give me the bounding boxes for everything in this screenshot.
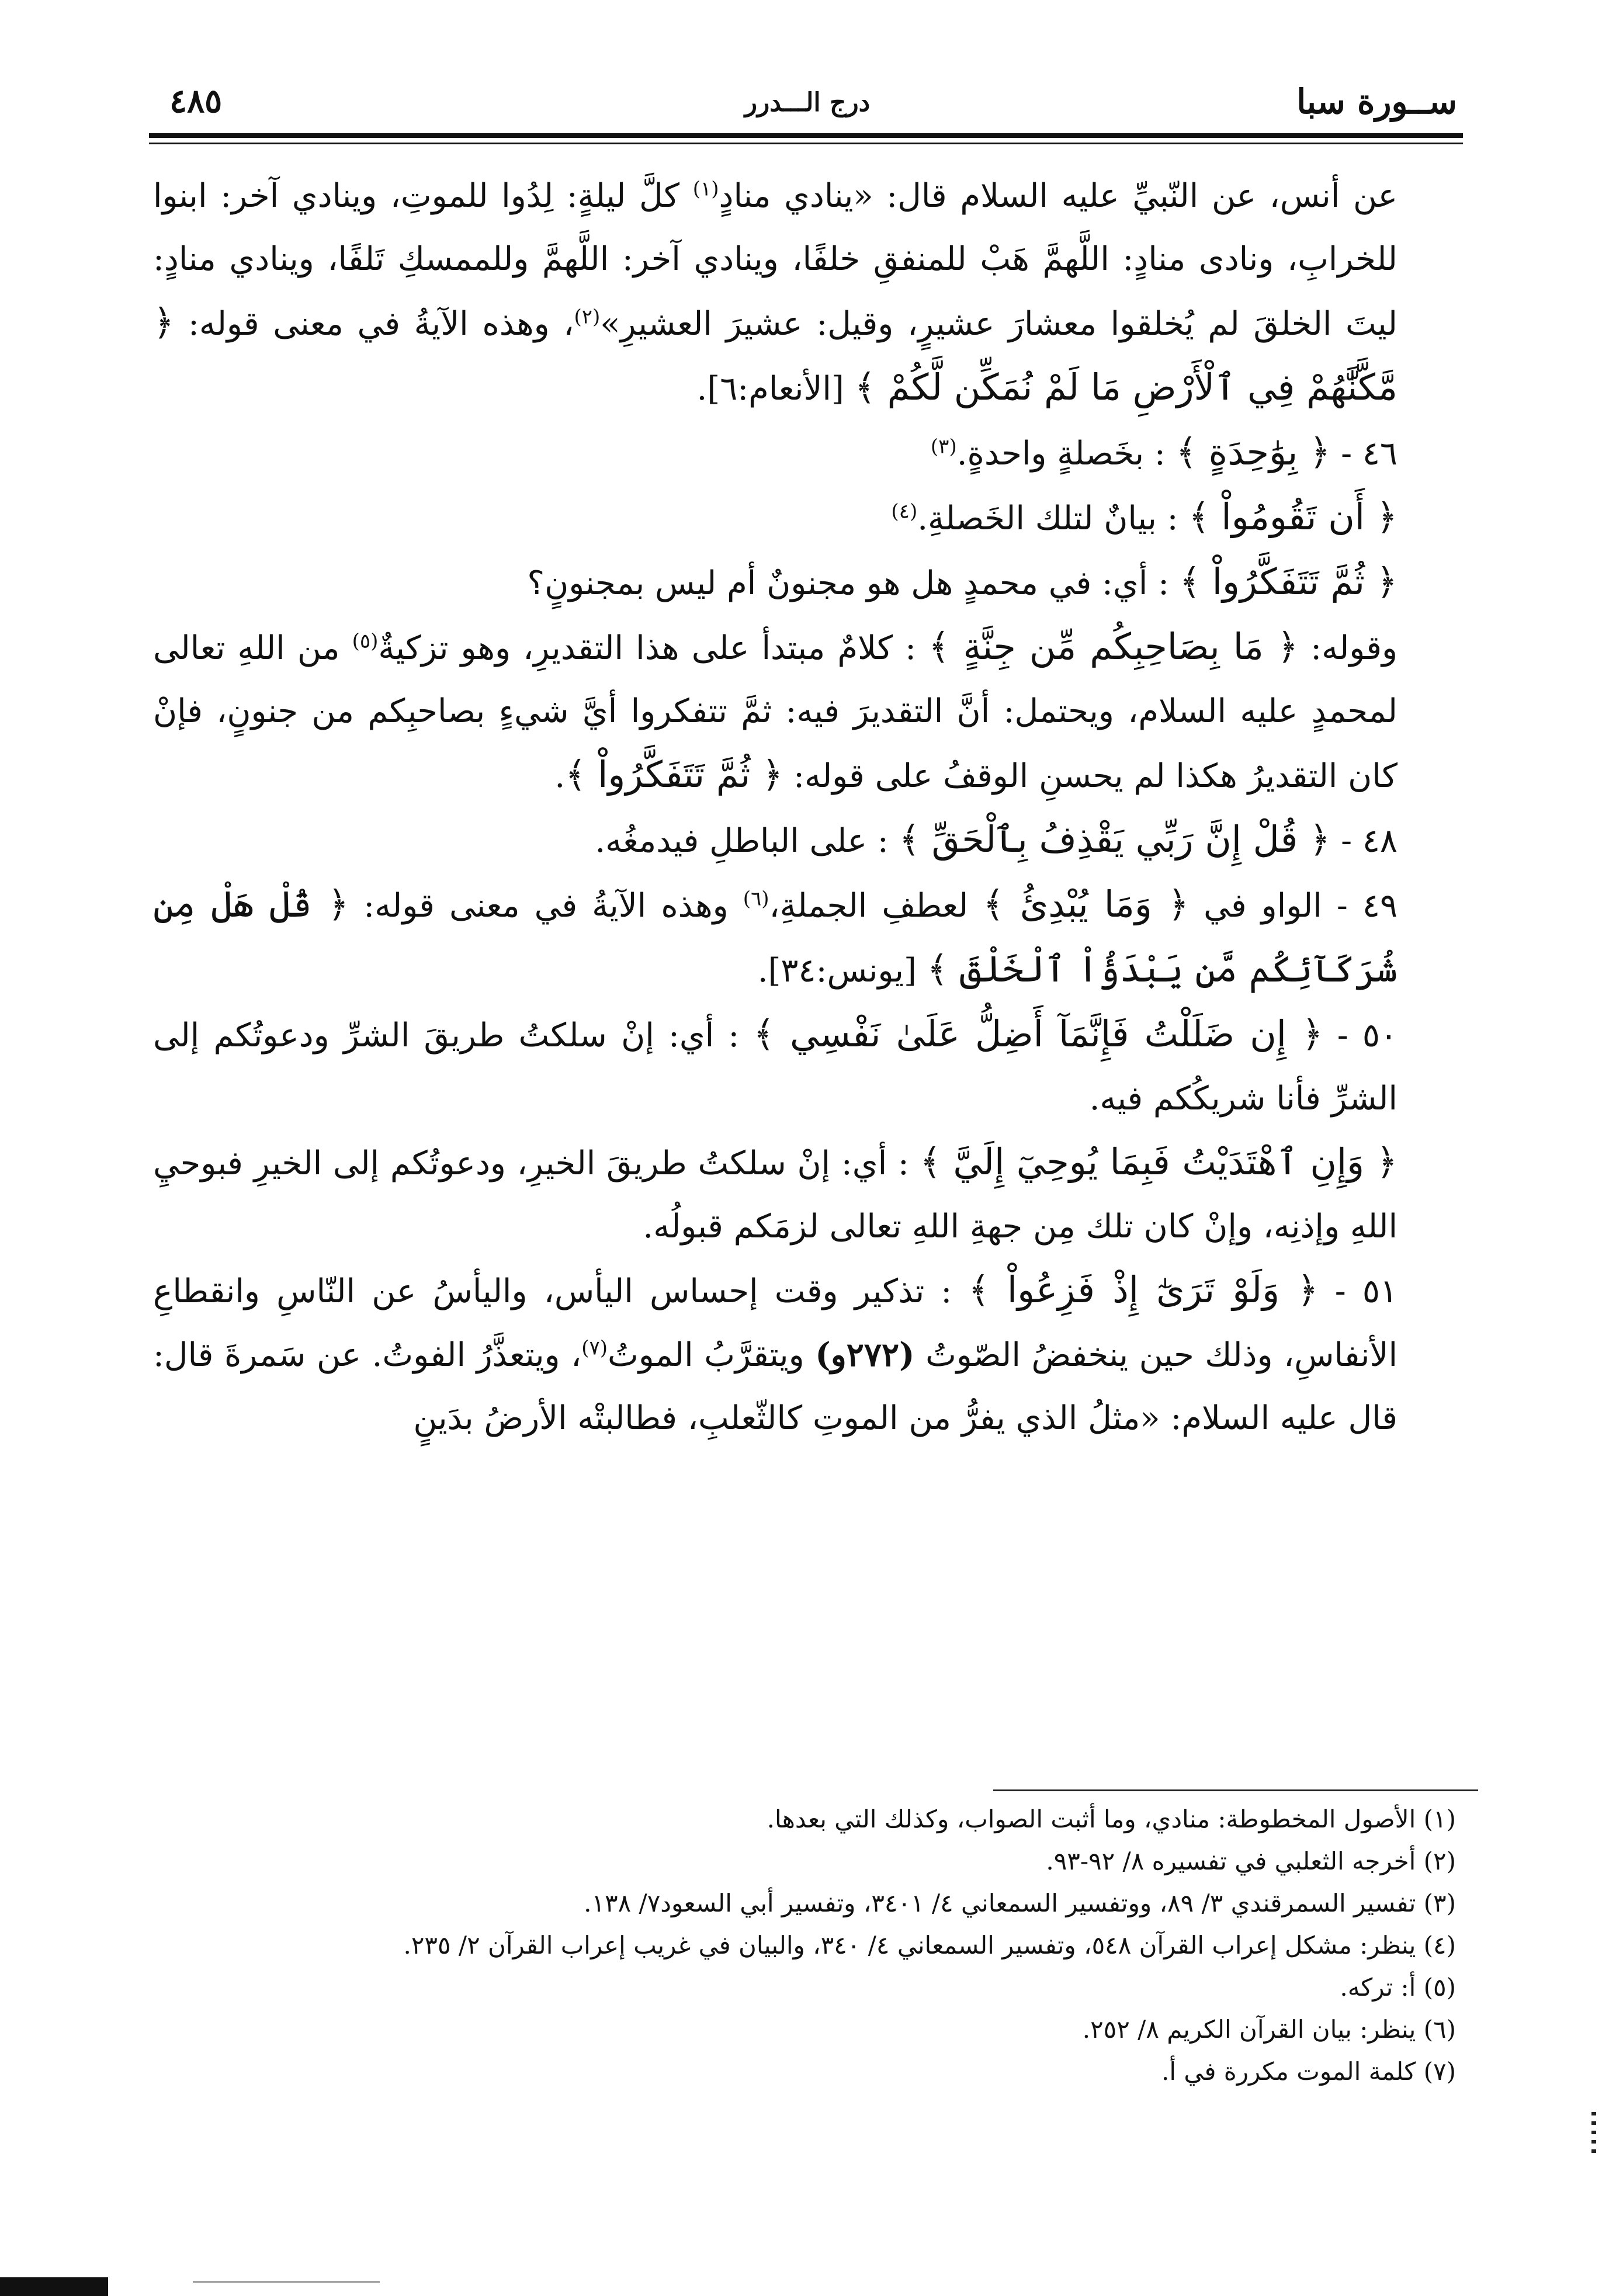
footnote-ref: (٧) [581, 1336, 608, 1360]
quran-quote: ﴿ ثُمَّ تَتَفَكَّرُواْ ﴾ [1179, 560, 1398, 603]
footnote-ref: (١) [692, 177, 719, 201]
footnote-ref: (٥) [352, 629, 379, 653]
footnote-ref: (٢) [574, 305, 601, 329]
verse-number: ٤٦ - [1330, 435, 1398, 473]
line-an-taqumu: ﴿ أَن تَقُومُواْ ﴾ : بيانٌ لتلك الخَصلةِ.$^{(٤)}$ [891, 495, 1398, 538]
footnote-5: (٥) أ: تركه. [1340, 1973, 1456, 2002]
verse-46: ٤٦ - ﴿ بِوَٰحِدَةٍ ﴾ : بخَصلةٍ واحدةٍ.$^{(٣)}$ [930, 431, 1398, 473]
quran-quote: ﴿ وَمَا يُبْدِئُ ﴾ [983, 883, 1190, 925]
main-text [153, 165, 1456, 1450]
scan-dash-mark [193, 2281, 380, 2283]
verse-48: ٤٨ - ﴿ قُلْ إِنَّ رَبِّي يَقْذِفُ بِٱلْحَقِّ ﴾ : على الباطلِ فيدمغُه. [595, 818, 1398, 861]
quran-quote: ﴿ قُلْ هَلْ مِن شُرَكَآئِكُم مَّن يَبْدَؤُاْ ٱلْخَلْقَ ﴾ [153, 883, 1398, 990]
page-number: ٤٨٥ [169, 82, 223, 120]
quran-quote: ﴿ أَن تَقُومُواْ ﴾ [1188, 495, 1398, 538]
running-header [158, 82, 1457, 134]
footnote-6: (٦) ينظر: بيان القرآن الكريم ٨/ ٢٥٢. [1082, 2015, 1456, 2044]
verse-number: ٤٩ - [1322, 887, 1398, 925]
book-title: درج الـــدرر [744, 88, 871, 117]
footnote-ref: (٣) [930, 435, 957, 459]
paragraph-anas-hadith: عن أنس، عن النّبيِّ عليه السلام قال: «ينادي منادٍ$^{(١)}$ كلَّ ليلةٍ: لِدُوا للموتِ، وينادي آخر: ابنوا للخرابِ، ونادى منادٍ: اللَّهمَّ هَبْ للمنفقِ خلفًا، وينادي آخر: اللَّهمَّ وللممسكِ تَلفًا، وينادي منادٍ: ليتَ الخلقَ لم يُخلقوا معشارَ عشيرٍ، وقيل: عشيرَ العشيرِ»$^{(٢)}$، وهذه الآيةُ في معنى قوله: ﴿ مَّكَّنَّٰهُمْ فِي ٱلْأَرْضِ مَا لَمْ نُمَكِّن لَّكُمْ ﴾ [الأنعام:٦]. [153, 177, 1398, 408]
footnote-3: (٣) تفسير السمرقندي ٣/ ٨٩، ووتفسير السمعاني ٤/ ٣٤٠١، وتفسير أبي السعود٧/ ١٣٨. [584, 1889, 1456, 1917]
quran-quote: ﴿ ثُمَّ تَتَفَكَّرُواْ ﴾ [565, 753, 783, 796]
footnote-1: (١) الأصول المخطوطة: منادي، وما أثبت الصواب، وكذلك التي بعدها. [767, 1805, 1456, 1833]
quran-quote: ﴿ وَلَوْ تَرَىٰٓ إِذْ فَزِعُواْ ﴾ [968, 1268, 1319, 1311]
footnote-ref: (٦) [743, 887, 769, 911]
scan-edge-mark [0, 2277, 108, 2296]
scan-margin-mark [1591, 2112, 1596, 2153]
footnotes [153, 1798, 1456, 2093]
paragraph-sahibikum: وقوله: ﴿ مَا بِصَاحِبِكُم مِّن جِنَّةٍ ﴾ : كلامٌ مبتدأ على هذا التقديرِ، وهو تزكيةٌ$^{(٥)}$ من اللهِ تعالى لمحمدٍ عليه السلام، ويحتمل: أنَّ التقديرَ فيه: ثمَّ تتفكروا أيَّ شيءٍ بصاحبِكم من جنونٍ، فإنْ كان التقديرُ هكذا لم يحسنِ الوقفُ على قوله: ﴿ ثُمَّ تَتَفَكَّرُواْ ﴾. [153, 625, 1398, 796]
quran-quote: ﴿ قُلْ إِنَّ رَبِّي يَقْذِفُ بِٱلْحَقِّ ﴾ [899, 818, 1331, 861]
quran-quote: ﴿ مَّكَّنَّٰهُمْ فِي ٱلْأَرْضِ مَا لَمْ نُمَكِّن لَّكُمْ ﴾ [153, 301, 1398, 408]
line-tatafakkaru: ﴿ ثُمَّ تَتَفَكَّرُواْ ﴾ : أي: في محمدٍ هل هو مجنونٌ أم ليس بمجنونٍ؟ [527, 560, 1398, 603]
quran-quote: ﴿ إِن ضَلَلْتُ فَإِنَّمَآ أَضِلُّ عَلَىٰ نَفْسِي ﴾ [753, 1012, 1323, 1055]
verse-number: ٥٠ - [1323, 1017, 1398, 1055]
verse-49: ٤٩ - الواو في ﴿ وَمَا يُبْدِئُ ﴾ لعطفِ الجملةِ،$^{(٦)}$ وهذه الآيةُ في معنى قوله: ﴿ قُلْ هَلْ مِن شُرَكَآئِكُم مَّن يَبْدَؤُاْ ٱلْخَلْقَ ﴾ [يونس:٣٤]. [153, 883, 1398, 990]
verse-number: ٥١ - [1318, 1272, 1398, 1310]
manuscript-folio-marker: (٢٧٢و) [815, 1336, 915, 1374]
verse-50: ٥٠ - ﴿ إِن ضَلَلْتُ فَإِنَّمَآ أَضِلُّ عَلَىٰ نَفْسِي ﴾ : أي: إنْ سلكتُ طريقَ الشرِّ ودعوتُكم إلى الشرِّ فأنا شريكُكم فيه. [153, 1012, 1398, 1118]
quran-quote: ﴿ بِوَٰحِدَةٍ ﴾ [1175, 431, 1331, 473]
quran-quote: ﴿ وَإِنِ ٱهْتَدَيْتُ فَبِمَا يُوحِيٓ إِلَيَّ ﴾ [920, 1140, 1398, 1183]
footnote-4: (٤) ينظر: مشكل إعراب القرآن ٥٤٨، وتفسير السمعاني ٤/ ٣٤٠، والبيان في غريب إعراب القرآن ٢/ ٢٣٥. [403, 1931, 1456, 1959]
footnote-separator [993, 1789, 1478, 1791]
header-rule-thick [149, 133, 1463, 138]
header-rule-thin [149, 143, 1463, 144]
verse-51: ٥١ - ﴿ وَلَوْ تَرَىٰٓ إِذْ فَزِعُواْ ﴾ : تذكير وقت إحساس اليأس، واليأسُ عن النّاسِ وانقطاعِ الأنفاسِ، وذلك حين ينخفضُ الصّوتُ (٢٧٢و) ويتقرَّبُ الموتُ$^{(٧)}$، ويتعذَّرُ الفوتُ. عن سَمرةَ قال: قال عليه السلام: «مثلُ الذي يفرُّ من الموتِ كالثّعلبِ، فطالبتْه الأرضُ بدَينٍ [153, 1268, 1398, 1437]
footnote-2: (٢) أخرجه الثعلبي في تفسيره ٨/ ٩٢-٩٣. [1046, 1847, 1456, 1875]
quran-quote: ﴿ مَا بِصَاحِبِكُم مِّن جِنَّةٍ ﴾ [928, 625, 1299, 668]
footnote-7: (٧) كلمة الموت مكررة في أ. [1161, 2057, 1456, 2086]
line-ihtadaytu: ﴿ وَإِنِ ٱهْتَدَيْتُ فَبِمَا يُوحِيٓ إِلَيَّ ﴾ : أي: إنْ سلكتُ طريقَ الخيرِ، ودعوتُكم إلى الخيرِ فبوحيِ اللهِ وإذنِه، وإنْ كان تلك مِن جهةِ اللهِ تعالى لزمَكم قبولُه. [153, 1140, 1398, 1246]
surah-title: ســورة سبا [1296, 82, 1457, 122]
verse-number: ٤٨ - [1330, 822, 1398, 860]
footnote-ref: (٤) [891, 500, 918, 523]
